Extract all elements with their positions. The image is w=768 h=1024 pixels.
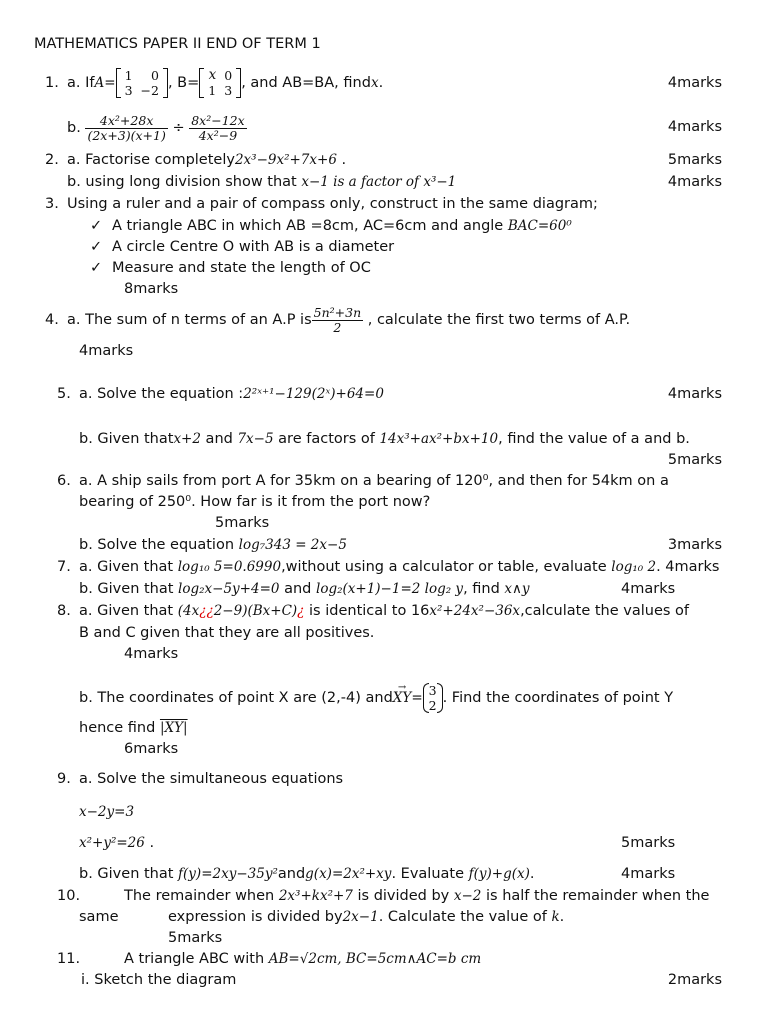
q3-item-1 (90, 217, 572, 235)
question-8-number: 8. (57, 603, 71, 619)
q8a-expr1red: ¿¿ (199, 603, 214, 619)
question-10-line2 (168, 908, 564, 926)
q9b-expr2: g(x)=2x²+xy (305, 866, 392, 882)
q1b-op: ÷ (172, 120, 185, 136)
check-icon: ✓ (90, 239, 103, 255)
q4-marks: 4marks (79, 343, 134, 359)
q1a-eq-a: A= (94, 75, 116, 91)
q9a-text: a. Solve the simultaneous equations (79, 771, 344, 787)
q8a-expr1b: 2−9)(Bx+C) (213, 603, 298, 619)
q8a-line2: B and C given that they are all positives. (79, 625, 375, 641)
q9-eq2-end: . (144, 835, 155, 851)
q5b-text4: , find the value of a and b. (498, 431, 690, 447)
q6a-line1: a. A ship sails from port A for 35km on a bearing of 120⁰, and then for 54km on a (79, 473, 669, 489)
q11-i-text: i. Sketch the diagram (81, 972, 237, 988)
matrix-a (116, 68, 168, 98)
q4-fraction (312, 306, 364, 335)
q7b-text1: b. Given that (79, 581, 179, 597)
q2b-text: b. using long division show that (67, 174, 302, 190)
question-2a (67, 151, 346, 169)
q8b-vec-label (392, 682, 412, 706)
question-3-text: Using a ruler and a pair of compass only, construct in the same diagram; (67, 196, 598, 212)
q3-item-2 (90, 238, 394, 256)
q4-frac-num: 5n²+3n (313, 304, 362, 320)
q9b-marks: 4marks (621, 866, 676, 882)
q9b-expr1: f(y)=2xy−35y² (178, 866, 278, 882)
matrix-b-cell: x (208, 67, 217, 83)
question-6-number: 6. (57, 473, 71, 489)
q1b-marks: 4marks (667, 119, 722, 135)
q8b-marks: 6marks (124, 741, 179, 757)
question-2-number: 2. (45, 152, 59, 168)
q7b-expr3: x∧y (504, 581, 530, 597)
matrix-a-cell: 0 (151, 68, 159, 83)
q8a-text1: a. Given that (79, 603, 178, 619)
page-title: MATHEMATICS PAPER II END OF TERM 1 (34, 36, 321, 52)
q11-i-marks: 2marks (667, 972, 722, 988)
matrix-a-cell: −2 (140, 83, 159, 98)
q3-marks: 8marks (124, 281, 179, 297)
q5b-expr1: x+2 (173, 431, 201, 447)
question-5b (79, 430, 690, 448)
q8a-marks: 4marks (124, 646, 179, 662)
question-9-number: 9. (57, 771, 71, 787)
q5a-text: a. Solve the equation : (79, 386, 244, 402)
matrix-b-cell: 1 (208, 83, 217, 98)
q5b-marks: 5marks (667, 452, 722, 468)
q1b-den2: 4x²−9 (198, 127, 238, 143)
q11-expr: AB=√2cm, BC=5cm∧AC=b cm (268, 951, 482, 967)
matrix-b-cell: 3 (224, 83, 233, 98)
q5b-expr2: 7x−5 (237, 431, 274, 447)
q8a-expr1a: (4x (177, 603, 200, 619)
q8b-column-vector (423, 683, 443, 713)
q2a-end: . (336, 152, 347, 168)
q10-expr3: 2x−1 (342, 909, 379, 925)
q7b-expr1: log₂x−5y+4=0 (178, 581, 280, 597)
check-icon: ✓ (90, 260, 103, 276)
question-11-text (124, 950, 481, 968)
q1a-text: , and AB=BA, find (241, 75, 371, 91)
q1b-label: b. (67, 120, 81, 136)
q10-var: k (551, 909, 560, 925)
q3-item-1-text: A triangle ABC in which AB =8cm, AC=6cm and angle (112, 218, 508, 234)
question-1-number: 1. (45, 75, 59, 91)
question-1b (67, 109, 247, 147)
q1a-var: x (370, 75, 379, 91)
matrix-b (199, 68, 241, 98)
question-6b (79, 536, 347, 554)
question-2b (67, 173, 456, 191)
question-7a (79, 558, 719, 576)
q4-text: a. The sum of n terms of an A.P is (67, 312, 312, 328)
q1a-sep: , B= (167, 75, 200, 91)
q10-text1: The remainder when (124, 888, 279, 904)
q10-line2a: same (79, 909, 119, 925)
q4-frac-den: 2 (333, 319, 342, 335)
q8b-vec-y: 2 (428, 698, 437, 713)
q1b-fraction-2 (189, 114, 246, 143)
q1b-num1: 4x²+28x (85, 114, 167, 129)
q6a-line2: bearing of 250⁰. How far is it from the port now? (79, 494, 431, 510)
q8b-text1: b. The coordinates of point X are (2,-4) and (79, 690, 393, 706)
q3-angle: BAC=60⁰ (507, 218, 572, 234)
q7a-marks: . 4marks (656, 559, 720, 575)
q10-marks: 5marks (168, 930, 223, 946)
q1b-num2: 8x²−12x (191, 112, 245, 128)
q9b-text2: and (277, 866, 306, 882)
question-3-number: 3. (45, 196, 59, 212)
question-9b (79, 865, 534, 883)
question-7b (79, 580, 530, 598)
q10-expr1: 2x³+kx²+7 (278, 888, 353, 904)
q8a-text2: is identical to 16 (304, 603, 430, 619)
q1a-end: . (378, 75, 384, 91)
q7b-text3: , find (463, 581, 505, 597)
q10-expr2: x−2 (453, 888, 482, 904)
q8b-line2-text: hence find (79, 720, 160, 736)
q6a-marks: 5marks (215, 515, 270, 531)
q9b-text1: b. Given that (79, 866, 179, 882)
q9-equation-1: x−2y=3 (79, 804, 135, 820)
q7b-marks: 4marks (621, 581, 676, 597)
q7b-text2: and (279, 581, 316, 597)
q8b-vec-label-text: XY (392, 690, 412, 706)
question-7-number: 7. (57, 559, 71, 575)
q11-text: A triangle ABC with (124, 951, 269, 967)
q8b-abs: |XY| (159, 720, 188, 736)
q7b-expr2: log₂(x+1)−1=2 log₂ y (316, 581, 464, 597)
q10-line2b: expression is divided by (168, 909, 343, 925)
q8b-line2 (79, 719, 188, 737)
q1a-marks: 4marks (667, 75, 722, 91)
question-5-number: 5. (57, 386, 71, 402)
question-1a (67, 65, 383, 101)
q1a-label: a. If (67, 75, 95, 91)
q2a-expr: 2x³−9x²+7x+6 (234, 152, 337, 168)
question-4-number: 4. (45, 312, 59, 328)
matrix-a-cell: 3 (124, 83, 133, 98)
q2b-expr: x−1 is a factor of x³−1 (301, 174, 457, 190)
q10-line2c: . Calculate the value of (378, 909, 552, 925)
q5b-text3: are factors of (273, 431, 380, 447)
q6b-text: b. Solve the equation (79, 537, 239, 553)
question-4-text (67, 302, 630, 338)
q7a-expr1: log₁₀ 5=0.6990 (177, 559, 282, 575)
question-10-number: 10. (57, 888, 81, 904)
q9b-expr3: f(y)+g(x) (468, 866, 530, 882)
q7a-text2: ,without using a calculator or table, evaluate (281, 559, 612, 575)
q10-line2d: . (559, 909, 565, 925)
vector-arrow-icon: → (397, 682, 407, 693)
q5a-expr: 2²ˣ⁺¹−129(2ˣ)+64=0 (243, 386, 384, 402)
q9-eq2-expr: x²+y²=26 (79, 835, 145, 851)
q3-item-2-text: A circle Centre O with AB is a diameter (112, 239, 395, 255)
q8a-expr1red2: ¿ (297, 603, 305, 619)
q5a-marks: 4marks (667, 386, 722, 402)
q7a-expr2: log₁₀ 2 (611, 559, 657, 575)
q3-item-3-text: Measure and state the length of OC (112, 260, 371, 276)
q5b-expr3: 14x³+ax²+bx+10 (379, 431, 499, 447)
q9a-marks: 5marks (621, 835, 676, 851)
question-8b (79, 680, 673, 716)
q5b-text1: b. Given that (79, 431, 174, 447)
matrix-b-cell: 0 (224, 68, 233, 83)
question-8a (79, 602, 689, 620)
q6b-expr: log₇343 = 2x−5 (238, 537, 347, 553)
q6b-marks: 3marks (667, 537, 722, 553)
q9b-text3: . Evaluate (391, 866, 469, 882)
q3-item-3 (90, 259, 371, 277)
q8b-text2: . Find the coordinates of point Y (442, 690, 674, 706)
q2a-text: a. Factorise completely (67, 152, 235, 168)
question-5a (79, 385, 384, 403)
q7a-text1: a. Given that (79, 559, 178, 575)
check-icon: ✓ (90, 218, 103, 234)
q8a-expr2: x²+24x²−36x (429, 603, 521, 619)
q8b-eq: = (411, 690, 423, 706)
question-11-number: 11. (57, 951, 81, 967)
q9b-end: . (529, 866, 535, 882)
q8a-text3: ,calculate the values of (520, 603, 690, 619)
question-10-line1 (124, 887, 709, 905)
q8b-vec-x: 3 (428, 683, 437, 698)
q10-text3: is half the remainder when the (481, 888, 710, 904)
q2b-marks: 4marks (667, 174, 722, 190)
q4-text2: , calculate the first two terms of A.P. (363, 312, 631, 328)
q5b-text2: and (200, 431, 238, 447)
q1b-den1: (2x+3)(x+1) (87, 127, 166, 143)
q1b-fraction-1 (85, 114, 167, 143)
q2a-marks: 5marks (667, 152, 722, 168)
q10-text2: is divided by (352, 888, 454, 904)
q9-equation-2 (79, 834, 154, 852)
matrix-a-cell: 1 (124, 68, 133, 83)
